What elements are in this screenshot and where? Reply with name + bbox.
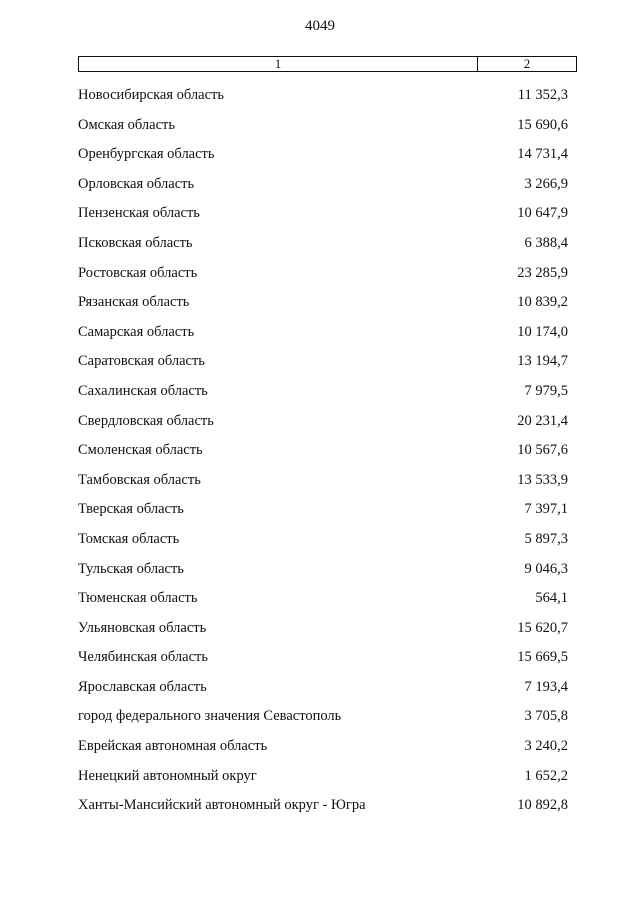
- region-name: Смоленская область: [78, 442, 203, 459]
- region-value: 10 839,2: [517, 294, 568, 311]
- region-value: 10 567,6: [517, 442, 568, 459]
- region-value: 9 046,3: [524, 560, 568, 577]
- region-name: Еврейская автономная область: [78, 738, 268, 755]
- region-value: 7 193,4: [524, 678, 568, 695]
- region-value: 13 533,9: [517, 471, 568, 488]
- region-name: Ярославская область: [78, 678, 207, 695]
- region-name: Ростовская область: [78, 264, 198, 281]
- table-row: [0, 410, 640, 440]
- region-value: 13 194,7: [517, 353, 568, 370]
- region-value: 7 397,1: [524, 501, 568, 518]
- table-row: [0, 498, 640, 528]
- table-row: [0, 558, 640, 588]
- table-row: [0, 705, 640, 735]
- region-name: Ханты-Мансийский автономный округ - Югра: [78, 797, 366, 814]
- region-name: Свердловская область: [78, 412, 214, 429]
- region-name: Челябинская область: [78, 649, 208, 666]
- region-name: Орловская область: [78, 175, 195, 192]
- region-name: Тульская область: [78, 560, 184, 577]
- region-name: Ульяновская область: [78, 619, 207, 636]
- region-value: 23 285,9: [517, 264, 568, 281]
- region-name: Саратовская область: [78, 353, 205, 370]
- table-row: [0, 291, 640, 321]
- table-row: [0, 765, 640, 795]
- region-value: 10 892,8: [517, 797, 568, 814]
- region-value: 1 652,2: [524, 767, 568, 784]
- region-value: 3 240,2: [524, 738, 568, 755]
- table-row: [0, 646, 640, 676]
- table-row: [0, 173, 640, 203]
- region-name: Рязанская область: [78, 294, 190, 311]
- table-row: [0, 262, 640, 292]
- region-name: Тверская область: [78, 501, 184, 518]
- table-header-col2: 2: [523, 56, 531, 71]
- table-row: [0, 321, 640, 351]
- table-row: [0, 439, 640, 469]
- region-value: 3 266,9: [524, 175, 568, 192]
- region-name: Сахалинская область: [78, 382, 208, 399]
- table-row: [0, 528, 640, 558]
- region-value: 15 669,5: [517, 649, 568, 666]
- table-row: [0, 617, 640, 647]
- table-header: [78, 56, 577, 72]
- region-name: Самарская область: [78, 323, 195, 340]
- region-value: 15 690,6: [517, 116, 568, 133]
- region-value: 6 388,4: [524, 234, 568, 251]
- region-name: Новосибирская область: [78, 87, 224, 103]
- region-value: 20 231,4: [517, 412, 568, 429]
- region-value: 7 979,5: [524, 382, 568, 399]
- table-row: [0, 84, 640, 114]
- table-row: [0, 380, 640, 410]
- region-name: Оренбургская область: [78, 146, 215, 163]
- table-row: [0, 114, 640, 144]
- table-header-col1: 1: [79, 57, 478, 71]
- table-row: [0, 676, 640, 706]
- table-row: [0, 350, 640, 380]
- region-value: 11 352,3: [517, 87, 568, 103]
- region-value: 15 620,7: [517, 619, 568, 636]
- table-body: [0, 84, 640, 824]
- table-row: [0, 735, 640, 765]
- table-row: [0, 469, 640, 499]
- region-name: Тамбовская область: [78, 471, 201, 488]
- region-name: город федерального значения Севастополь: [78, 708, 342, 725]
- region-value: 564,1: [535, 590, 568, 607]
- region-name: Томская область: [78, 530, 180, 547]
- region-name: Ненецкий автономный округ: [78, 767, 257, 784]
- region-name: Псковская область: [78, 234, 193, 251]
- table-row: [0, 232, 640, 262]
- region-value: 5 897,3: [524, 530, 568, 547]
- region-name: Пензенская область: [78, 205, 200, 222]
- region-value: 10 647,9: [517, 205, 568, 222]
- region-value: 10 174,0: [517, 323, 568, 340]
- region-name: Тюменская область: [78, 590, 198, 607]
- region-name: Омская область: [78, 116, 175, 133]
- table-row: [0, 794, 640, 824]
- table-row: [0, 143, 640, 173]
- table-row: [0, 587, 640, 617]
- region-value: 14 731,4: [517, 146, 568, 163]
- region-value: 3 705,8: [524, 708, 568, 725]
- table-row: [0, 202, 640, 232]
- page-number: 4049: [305, 18, 335, 34]
